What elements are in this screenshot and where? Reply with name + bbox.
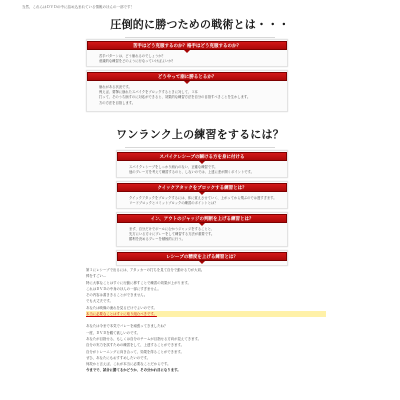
section-title-tactics <box>0 16 400 32</box>
card-line: 打って、そのうち崩すのに対応ができると、効果的な練習方法を自分の目指すべきことを生かします。 <box>99 95 251 100</box>
outro-line: その内容は書ききることができません。 <box>86 293 148 298</box>
outro-line: あなたが目指せる、もしくは自分のチームが目指せる方向が見えてきます。 <box>86 336 202 341</box>
card-line: スパイクレシーブをしっかり崩れのない、正確な練習です。 <box>129 165 218 169</box>
divider <box>125 37 275 38</box>
card-header: クイックアタックをブロックする練習とは？ <box>117 183 287 192</box>
card-line: 方の方法を目指します。 <box>99 100 136 105</box>
section-title-text: ワンランク上の練習をするには？ <box>116 128 284 141</box>
card-body <box>129 196 277 206</box>
outro-line: あなたは今まで本気でバレーを頑張ってきましたね？ <box>86 324 168 329</box>
outro-line: 自分がトレーニングに向き合って、効果を得ることができます。 <box>86 349 184 354</box>
card-line: 勝利を決めるプレーを積極的に行う。 <box>129 237 185 242</box>
info-card <box>86 70 288 112</box>
intro-text: 当然、これらはＤＶＤの中に詰め込まれている情報のほんの一部です！ <box>22 5 134 9</box>
outro-line: でも大丈夫です。 <box>86 299 113 304</box>
outro-bold-line: 今までで、試合に勝てるかどうか、その分かれ目になります。 <box>86 368 181 373</box>
card-header: どうやって崩に勝るとるか？ <box>87 72 287 81</box>
card-line: クイックアタックをブロックするには、体に覚えさせていく、上がってから飛ぶのでは遅すぎます。 <box>129 196 277 200</box>
card-line: 先方にいる方々にプレーをして練習する方法が重要です。 <box>129 232 215 237</box>
card-line: 例えば、要撃に崩れたスパイクをブロックするときに対して、３本 <box>99 90 198 95</box>
card-body <box>129 165 277 175</box>
divider <box>125 147 275 148</box>
outro-line: 特に大事なことはすぐに行動に移すことで練習の効果が上がります。 <box>86 280 191 285</box>
outro-line: これはＤＶＤの中身のほんの一部にすぎません。 <box>86 286 161 291</box>
outro-line: 一度、ＤＶＤを観て欲しいのです。 <box>86 330 140 335</box>
outro-line: 第１にレシーブで出るには、アタッカーの打ちを見て自分で動ける力が大切。 <box>86 268 205 272</box>
info-card <box>116 250 288 266</box>
card-header: レシーブの精度を上げる練習とは？ <box>117 252 287 261</box>
section-title-practice <box>0 126 400 142</box>
info-card <box>116 150 288 178</box>
outro-line: 自分の実力を試すための練習をして、上達することができます。 <box>86 343 184 348</box>
card-line: 意識的な練習をどのように行なっていけばよいか？ <box>99 59 175 64</box>
card-header: スパイクレシーブの瞬ける方を身に付ける <box>117 152 287 161</box>
card-line: リードブロックとコミットブロックの練習のポイントとは？ <box>129 201 218 206</box>
card-line: まず、自分だけでボールにむかうジャッジをすることと、 <box>129 227 215 231</box>
outro-text <box>86 267 326 374</box>
card-line: 苦手パターンは、どう崩れるのでしょうか？ <box>99 54 165 58</box>
section-title-text: 圧倒的に勝つための戦術とは・・・ <box>110 18 290 31</box>
card-body <box>129 227 277 243</box>
outro-highlight: 本当に必要なことはすぐに取り組むべきです。 <box>86 311 326 317</box>
outro-line: 棒をすごい… <box>86 274 107 279</box>
card-body <box>99 54 277 64</box>
card-header: イン、アウトのジャッジの判断を上げる練習とは？ <box>117 214 287 223</box>
card-header: 苦手はどう克服するのか？格手はどう克服するのか？ <box>87 41 287 50</box>
info-card <box>116 212 288 247</box>
outro-line: あなたは映像の流れを見るだけでよいのです。 <box>86 305 157 310</box>
card-body <box>99 85 277 106</box>
info-card <box>86 39 288 67</box>
outro-line: 何故かと言えば、これが本当に必要なことだからです。 <box>86 362 171 367</box>
card-line: 崩れがある状況です。 <box>99 85 132 89</box>
outro-line: ぜひ、あなたにもおすすめしたいのです。 <box>86 355 151 360</box>
card-line: 他のプレー方を考えて練習するのと、しないのでは、上達に差が開くポイントです。 <box>129 170 254 175</box>
info-card <box>116 181 288 209</box>
